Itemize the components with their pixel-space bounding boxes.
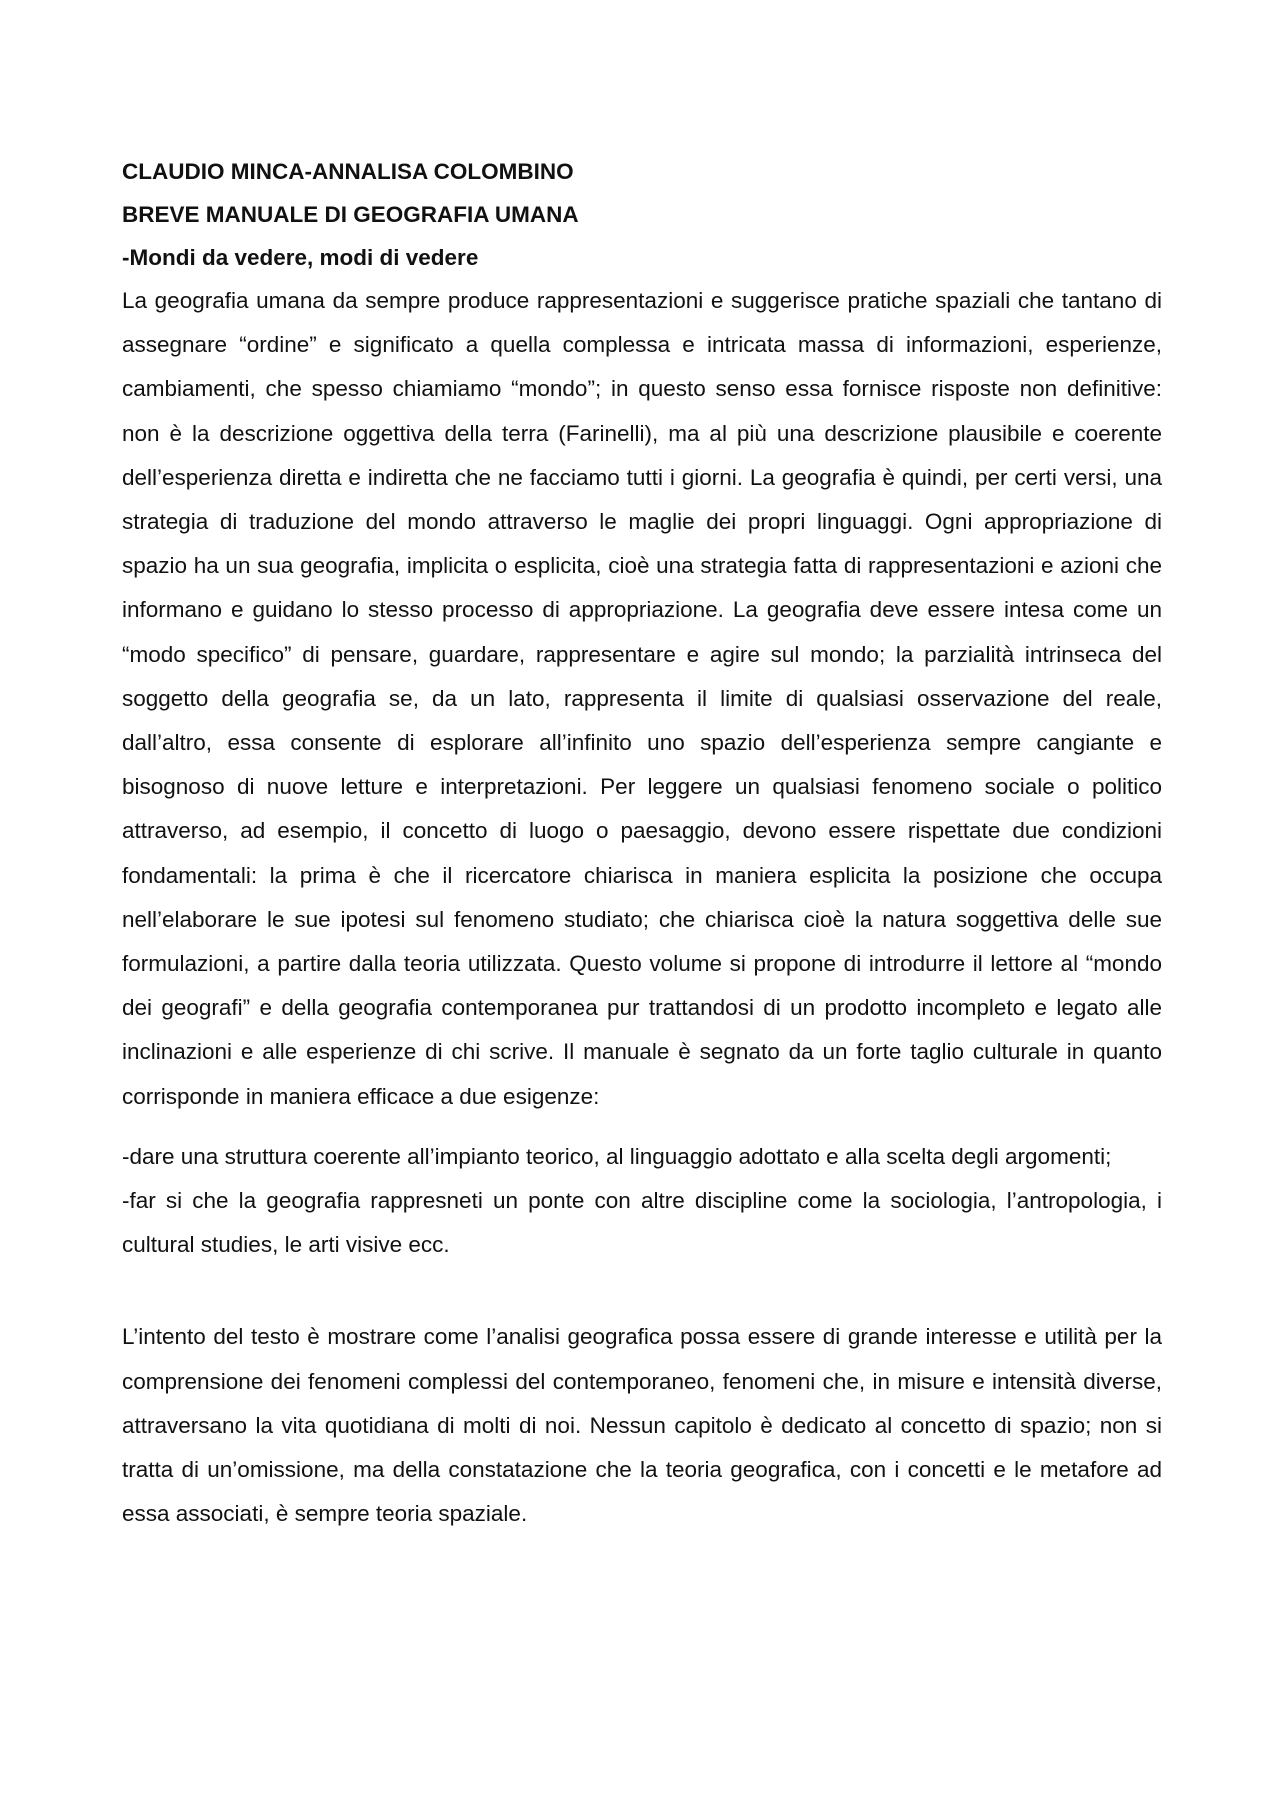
document-body <box>122 150 1162 1536</box>
list-item: -dare una struttura coerente all’impianto teorico, al linguaggio adottato e alla scelta degli argomenti; <box>122 1143 1112 1169</box>
authors-heading: CLAUDIO MINCA-ANNALISA COLOMBINO <box>122 159 574 184</box>
requirements-list <box>122 1135 1162 1268</box>
section-title-heading: -Mondi da vedere, modi di vedere <box>122 245 479 270</box>
paragraph-intro: La geografia umana da sempre produce rappresentazioni e suggerisce pratiche spaziali che tantano di assegnare “ordine” e significato a quella complessa e intricata massa di informazioni, esperienze, cambiamenti, che spesso chiamiamo “mondo”; in questo senso essa fornisce risposte non definitive: non è la descrizione oggettiva della terra (Farinelli), ma al più una descrizione plausibile e coerente dell’esperienza diretta e indiretta che ne facciamo tutti i giorni. La geografia è quindi, per certi versi, una strategia di traduzione del mondo attraverso le maglie dei propri linguaggi. Ogni appropriazione di spazio ha un sua geografia, implicita o esplicita, cioè una strategia fatta di rappresentazioni e azioni che informano e guidano lo stesso processo di appropriazione. La geografia deve essere intesa come un “modo specifico” di pensare, guardare, rappresentare e agire sul mondo; la parzialità intrinseca del soggetto della geografia se, da un lato, rappresenta il limite di qualsiasi osservazione del reale, dall’altro, essa consente di esplorare all’infinito uno spazio dell’esperienza sempre cangiante e bisognoso di nuove letture e interpretazioni. Per leggere un qualsiasi fenomeno sociale o politico attraverso, ad esempio, il concetto di luogo o paesaggio, devono essere rispettate due condizioni fondamentali: la prima è che il ricercatore chiarisca in maniera esplicita la posizione che occupa nell’elaborare le sue ipotesi sul fenomeno studiato; che chiarisca cioè la natura soggettiva delle sue formulazioni, a partire dalla teoria utilizzata. Questo volume si propone di introdurre il lettore al “mondo dei geografi” e della geografia contemporanea pur trattandosi di un prodotto incompleto e legato alle inclinazioni e alle esperienze di chi scrive. Il manuale è segnato da un forte taglio culturale in quanto corrisponde in maniera efficace a due esigenze: <box>122 288 1162 1109</box>
book-title-heading: BREVE MANUALE DI GEOGRAFIA UMANA <box>122 202 579 227</box>
paragraph-conclusion: L’intento del testo è mostrare come l’analisi geografica possa essere di grande interesse e utilità per la comprensione dei fenomeni complessi del contemporaneo, fenomeni che, in misure e intensità diverse, attraversano la vita quotidiana di molti di noi. Nessun capitolo è dedicato al concetto di spazio; non si tratta di un’omissione, ma della constatazione che la teoria geografica, con i concetti e le metafore ad essa associati, è sempre teoria spaziale. <box>122 1324 1162 1527</box>
list-item: -far si che la geografia rappresneti un ponte con altre discipline come la sociologia, l’antropologia, i cultural studies, le arti visive ecc. <box>122 1188 1162 1258</box>
